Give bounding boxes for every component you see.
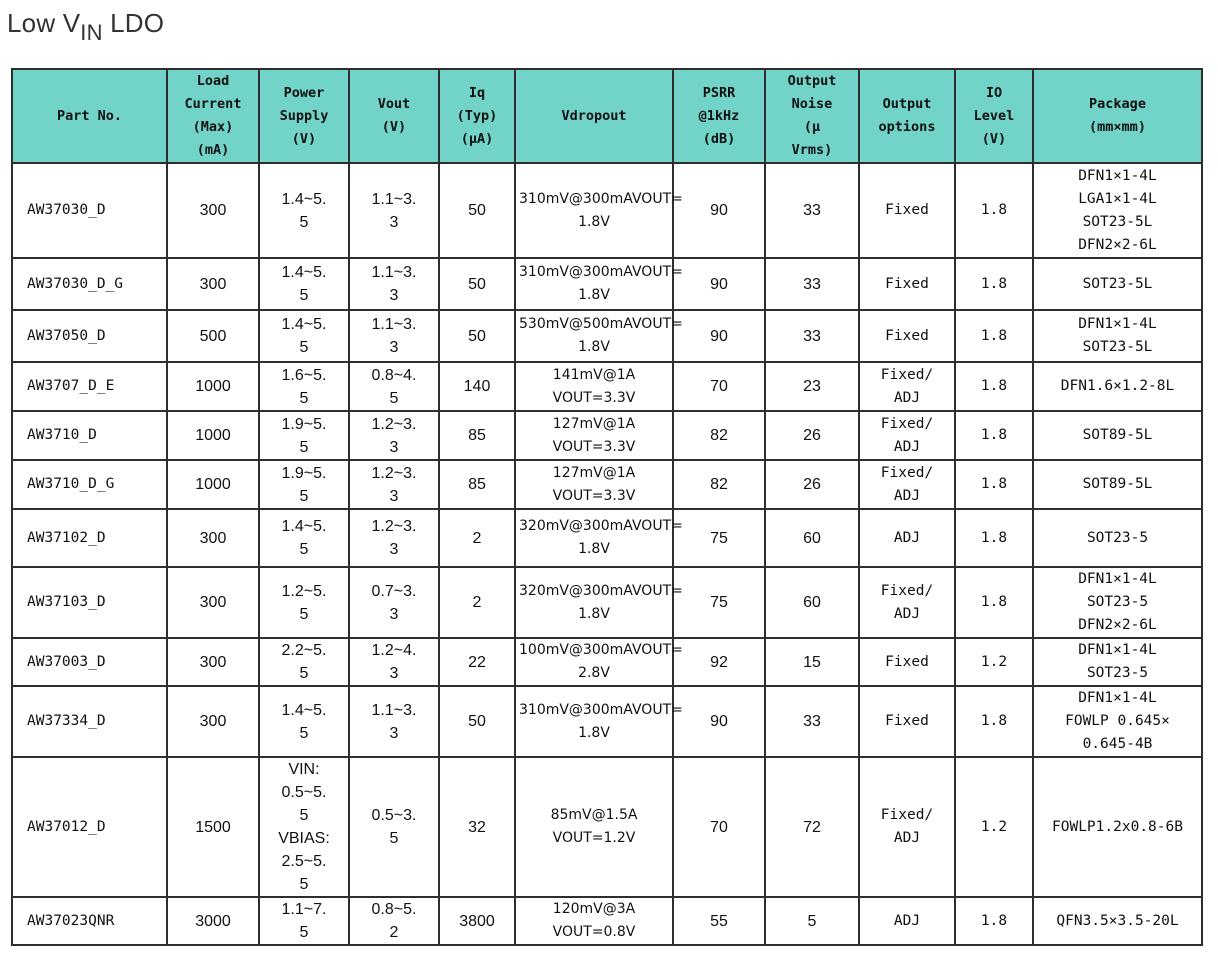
part-no-cell: AW37334_D bbox=[12, 686, 167, 757]
table-row bbox=[12, 509, 1202, 567]
load-current-cell: 3000 bbox=[167, 897, 259, 945]
package-cell: QFN3.5×3.5-20L bbox=[1033, 897, 1202, 945]
header-part-no: Part No. bbox=[12, 69, 167, 163]
package-cell: DFN1×1-4L SOT23-5L bbox=[1033, 310, 1202, 362]
vdropout-cell: 120mV@3A VOUT=0.8V bbox=[515, 897, 673, 945]
table-row bbox=[12, 567, 1202, 638]
power-supply-cell: 1.4~5. 5 bbox=[259, 310, 349, 362]
part-no-cell: AW37102_D bbox=[12, 509, 167, 567]
header-io-level: IO Level (V) bbox=[955, 69, 1033, 163]
psrr-cell: 90 bbox=[673, 258, 765, 310]
vdropout-cell: 127mV@1A VOUT=3.3V bbox=[515, 411, 673, 460]
power-supply-cell: 1.4~5. 5 bbox=[259, 509, 349, 567]
psrr-cell: 90 bbox=[673, 686, 765, 757]
vout-cell: 1.2~3. 3 bbox=[349, 411, 439, 460]
output-options-cell: Fixed/ ADJ bbox=[859, 757, 955, 897]
vdropout-cell: 141mV@1A VOUT=3.3V bbox=[515, 362, 673, 411]
iq-cell: 3800 bbox=[439, 897, 515, 945]
psrr-cell: 75 bbox=[673, 567, 765, 638]
package-cell: FOWLP1.2x0.8-6B bbox=[1033, 757, 1202, 897]
part-no-cell: AW37003_D bbox=[12, 638, 167, 686]
load-current-cell: 1000 bbox=[167, 362, 259, 411]
part-no-cell: AW3707_D_E bbox=[12, 362, 167, 411]
part-no-cell: AW37030_D bbox=[12, 163, 167, 258]
package-cell: SOT89-5L bbox=[1033, 411, 1202, 460]
vdropout-cell: 127mV@1A VOUT=3.3V bbox=[515, 460, 673, 509]
power-supply-cell: 1.4~5. 5 bbox=[259, 686, 349, 757]
output-noise-cell: 33 bbox=[765, 310, 859, 362]
vdropout-cell: 310mV@300mAVOUT= 1.8V bbox=[515, 686, 673, 757]
part-no-cell: AW37012_D bbox=[12, 757, 167, 897]
vdropout-cell: 310mV@300mAVOUT= 1.8V bbox=[515, 163, 673, 258]
part-no-cell: AW37050_D bbox=[12, 310, 167, 362]
header-vdropout: Vdropout bbox=[515, 69, 673, 163]
load-current-cell: 300 bbox=[167, 567, 259, 638]
vout-cell: 1.2~3. 3 bbox=[349, 460, 439, 509]
vdropout-cell: 530mV@500mAVOUT= 1.8V bbox=[515, 310, 673, 362]
output-noise-cell: 33 bbox=[765, 163, 859, 258]
io-level-cell: 1.8 bbox=[955, 686, 1033, 757]
load-current-cell: 500 bbox=[167, 310, 259, 362]
vout-cell: 0.8~5. 2 bbox=[349, 897, 439, 945]
output-options-cell: Fixed/ ADJ bbox=[859, 460, 955, 509]
iq-cell: 2 bbox=[439, 509, 515, 567]
iq-cell: 22 bbox=[439, 638, 515, 686]
iq-cell: 85 bbox=[439, 460, 515, 509]
part-no-cell: AW37103_D bbox=[12, 567, 167, 638]
vout-cell: 1.1~3. 3 bbox=[349, 163, 439, 258]
power-supply-cell: 1.9~5. 5 bbox=[259, 411, 349, 460]
page-title bbox=[7, 8, 164, 46]
iq-cell: 50 bbox=[439, 686, 515, 757]
package-cell: DFN1.6×1.2-8L bbox=[1033, 362, 1202, 411]
load-current-cell: 300 bbox=[167, 638, 259, 686]
table-row bbox=[12, 411, 1202, 460]
power-supply-cell: VIN: 0.5~5. 5 VBIAS: 2.5~5. 5 bbox=[259, 757, 349, 897]
power-supply-cell: 2.2~5. 5 bbox=[259, 638, 349, 686]
vout-cell: 0.8~4. 5 bbox=[349, 362, 439, 411]
power-supply-cell: 1.6~5. 5 bbox=[259, 362, 349, 411]
title-subscript: IN bbox=[80, 20, 103, 45]
iq-cell: 50 bbox=[439, 163, 515, 258]
vdropout-cell: 100mV@300mAVOUT= 2.8V bbox=[515, 638, 673, 686]
output-options-cell: Fixed bbox=[859, 258, 955, 310]
output-noise-cell: 60 bbox=[765, 567, 859, 638]
package-cell: DFN1×1-4L FOWLP 0.645× 0.645-4B bbox=[1033, 686, 1202, 757]
table-row bbox=[12, 757, 1202, 897]
psrr-cell: 90 bbox=[673, 310, 765, 362]
vdropout-cell: 310mV@300mAVOUT= 1.8V bbox=[515, 258, 673, 310]
package-cell: DFN1×1-4L SOT23-5 bbox=[1033, 638, 1202, 686]
table-row bbox=[12, 310, 1202, 362]
output-options-cell: Fixed bbox=[859, 163, 955, 258]
load-current-cell: 1000 bbox=[167, 460, 259, 509]
load-current-cell: 300 bbox=[167, 258, 259, 310]
iq-cell: 2 bbox=[439, 567, 515, 638]
psrr-cell: 70 bbox=[673, 362, 765, 411]
output-options-cell: Fixed/ ADJ bbox=[859, 411, 955, 460]
output-noise-cell: 60 bbox=[765, 509, 859, 567]
io-level-cell: 1.8 bbox=[955, 310, 1033, 362]
ldo-spec-table bbox=[11, 68, 1203, 946]
iq-cell: 50 bbox=[439, 310, 515, 362]
table-row bbox=[12, 686, 1202, 757]
output-noise-cell: 26 bbox=[765, 460, 859, 509]
psrr-cell: 82 bbox=[673, 411, 765, 460]
output-options-cell: ADJ bbox=[859, 897, 955, 945]
output-noise-cell: 33 bbox=[765, 686, 859, 757]
power-supply-cell: 1.4~5. 5 bbox=[259, 163, 349, 258]
header-load-current: Load Current (Max) (mA) bbox=[167, 69, 259, 163]
package-cell: SOT23-5 bbox=[1033, 509, 1202, 567]
psrr-cell: 55 bbox=[673, 897, 765, 945]
load-current-cell: 1000 bbox=[167, 411, 259, 460]
header-iq: Iq (Typ) (μA) bbox=[439, 69, 515, 163]
io-level-cell: 1.8 bbox=[955, 509, 1033, 567]
vout-cell: 0.5~3. 5 bbox=[349, 757, 439, 897]
vout-cell: 1.1~3. 3 bbox=[349, 310, 439, 362]
io-level-cell: 1.8 bbox=[955, 567, 1033, 638]
package-cell: DFN1×1-4L LGA1×1-4L SOT23-5L DFN2×2-6L bbox=[1033, 163, 1202, 258]
io-level-cell: 1.8 bbox=[955, 411, 1033, 460]
output-noise-cell: 23 bbox=[765, 362, 859, 411]
title-prefix: Low V bbox=[7, 8, 81, 38]
io-level-cell: 1.8 bbox=[955, 362, 1033, 411]
power-supply-cell: 1.4~5. 5 bbox=[259, 258, 349, 310]
psrr-cell: 70 bbox=[673, 757, 765, 897]
psrr-cell: 90 bbox=[673, 163, 765, 258]
table-header-row bbox=[12, 69, 1202, 163]
table-row bbox=[12, 897, 1202, 945]
io-level-cell: 1.8 bbox=[955, 460, 1033, 509]
vout-cell: 1.2~4. 3 bbox=[349, 638, 439, 686]
load-current-cell: 300 bbox=[167, 163, 259, 258]
io-level-cell: 1.8 bbox=[955, 897, 1033, 945]
load-current-cell: 1500 bbox=[167, 757, 259, 897]
load-current-cell: 300 bbox=[167, 509, 259, 567]
package-cell: SOT23-5L bbox=[1033, 258, 1202, 310]
table-row bbox=[12, 638, 1202, 686]
power-supply-cell: 1.1~7. 5 bbox=[259, 897, 349, 945]
psrr-cell: 82 bbox=[673, 460, 765, 509]
vdropout-cell: 320mV@300mAVOUT= 1.8V bbox=[515, 509, 673, 567]
table-row bbox=[12, 163, 1202, 258]
output-options-cell: Fixed bbox=[859, 686, 955, 757]
part-no-cell: AW3710_D bbox=[12, 411, 167, 460]
header-power-supply: Power Supply (V) bbox=[259, 69, 349, 163]
vout-cell: 1.1~3. 3 bbox=[349, 258, 439, 310]
title-suffix: LDO bbox=[102, 8, 165, 38]
table-row bbox=[12, 460, 1202, 509]
part-no-cell: AW37023QNR bbox=[12, 897, 167, 945]
output-options-cell: Fixed/ ADJ bbox=[859, 567, 955, 638]
part-no-cell: AW37030_D_G bbox=[12, 258, 167, 310]
package-cell: SOT89-5L bbox=[1033, 460, 1202, 509]
psrr-cell: 75 bbox=[673, 509, 765, 567]
output-noise-cell: 15 bbox=[765, 638, 859, 686]
iq-cell: 140 bbox=[439, 362, 515, 411]
load-current-cell: 300 bbox=[167, 686, 259, 757]
io-level-cell: 1.2 bbox=[955, 757, 1033, 897]
table-row bbox=[12, 258, 1202, 310]
part-no-cell: AW3710_D_G bbox=[12, 460, 167, 509]
output-noise-cell: 26 bbox=[765, 411, 859, 460]
iq-cell: 85 bbox=[439, 411, 515, 460]
iq-cell: 32 bbox=[439, 757, 515, 897]
header-output-options: Output options bbox=[859, 69, 955, 163]
power-supply-cell: 1.2~5. 5 bbox=[259, 567, 349, 638]
output-noise-cell: 33 bbox=[765, 258, 859, 310]
table-row bbox=[12, 362, 1202, 411]
output-options-cell: Fixed bbox=[859, 638, 955, 686]
power-supply-cell: 1.9~5. 5 bbox=[259, 460, 349, 509]
vdropout-cell: 320mV@300mAVOUT= 1.8V bbox=[515, 567, 673, 638]
vdropout-cell: 85mV@1.5A VOUT=1.2V bbox=[515, 757, 673, 897]
io-level-cell: 1.8 bbox=[955, 258, 1033, 310]
vout-cell: 1.2~3. 3 bbox=[349, 509, 439, 567]
output-options-cell: ADJ bbox=[859, 509, 955, 567]
header-package: Package (mm×mm) bbox=[1033, 69, 1202, 163]
output-options-cell: Fixed bbox=[859, 310, 955, 362]
output-options-cell: Fixed/ ADJ bbox=[859, 362, 955, 411]
header-output-noise: Output Noise (μ Vrms) bbox=[765, 69, 859, 163]
iq-cell: 50 bbox=[439, 258, 515, 310]
io-level-cell: 1.8 bbox=[955, 163, 1033, 258]
vout-cell: 0.7~3. 3 bbox=[349, 567, 439, 638]
io-level-cell: 1.2 bbox=[955, 638, 1033, 686]
package-cell: DFN1×1-4L SOT23-5 DFN2×2-6L bbox=[1033, 567, 1202, 638]
output-noise-cell: 5 bbox=[765, 897, 859, 945]
header-vout: Vout (V) bbox=[349, 69, 439, 163]
vout-cell: 1.1~3. 3 bbox=[349, 686, 439, 757]
psrr-cell: 92 bbox=[673, 638, 765, 686]
output-noise-cell: 72 bbox=[765, 757, 859, 897]
header-psrr: PSRR @1kHz (dB) bbox=[673, 69, 765, 163]
